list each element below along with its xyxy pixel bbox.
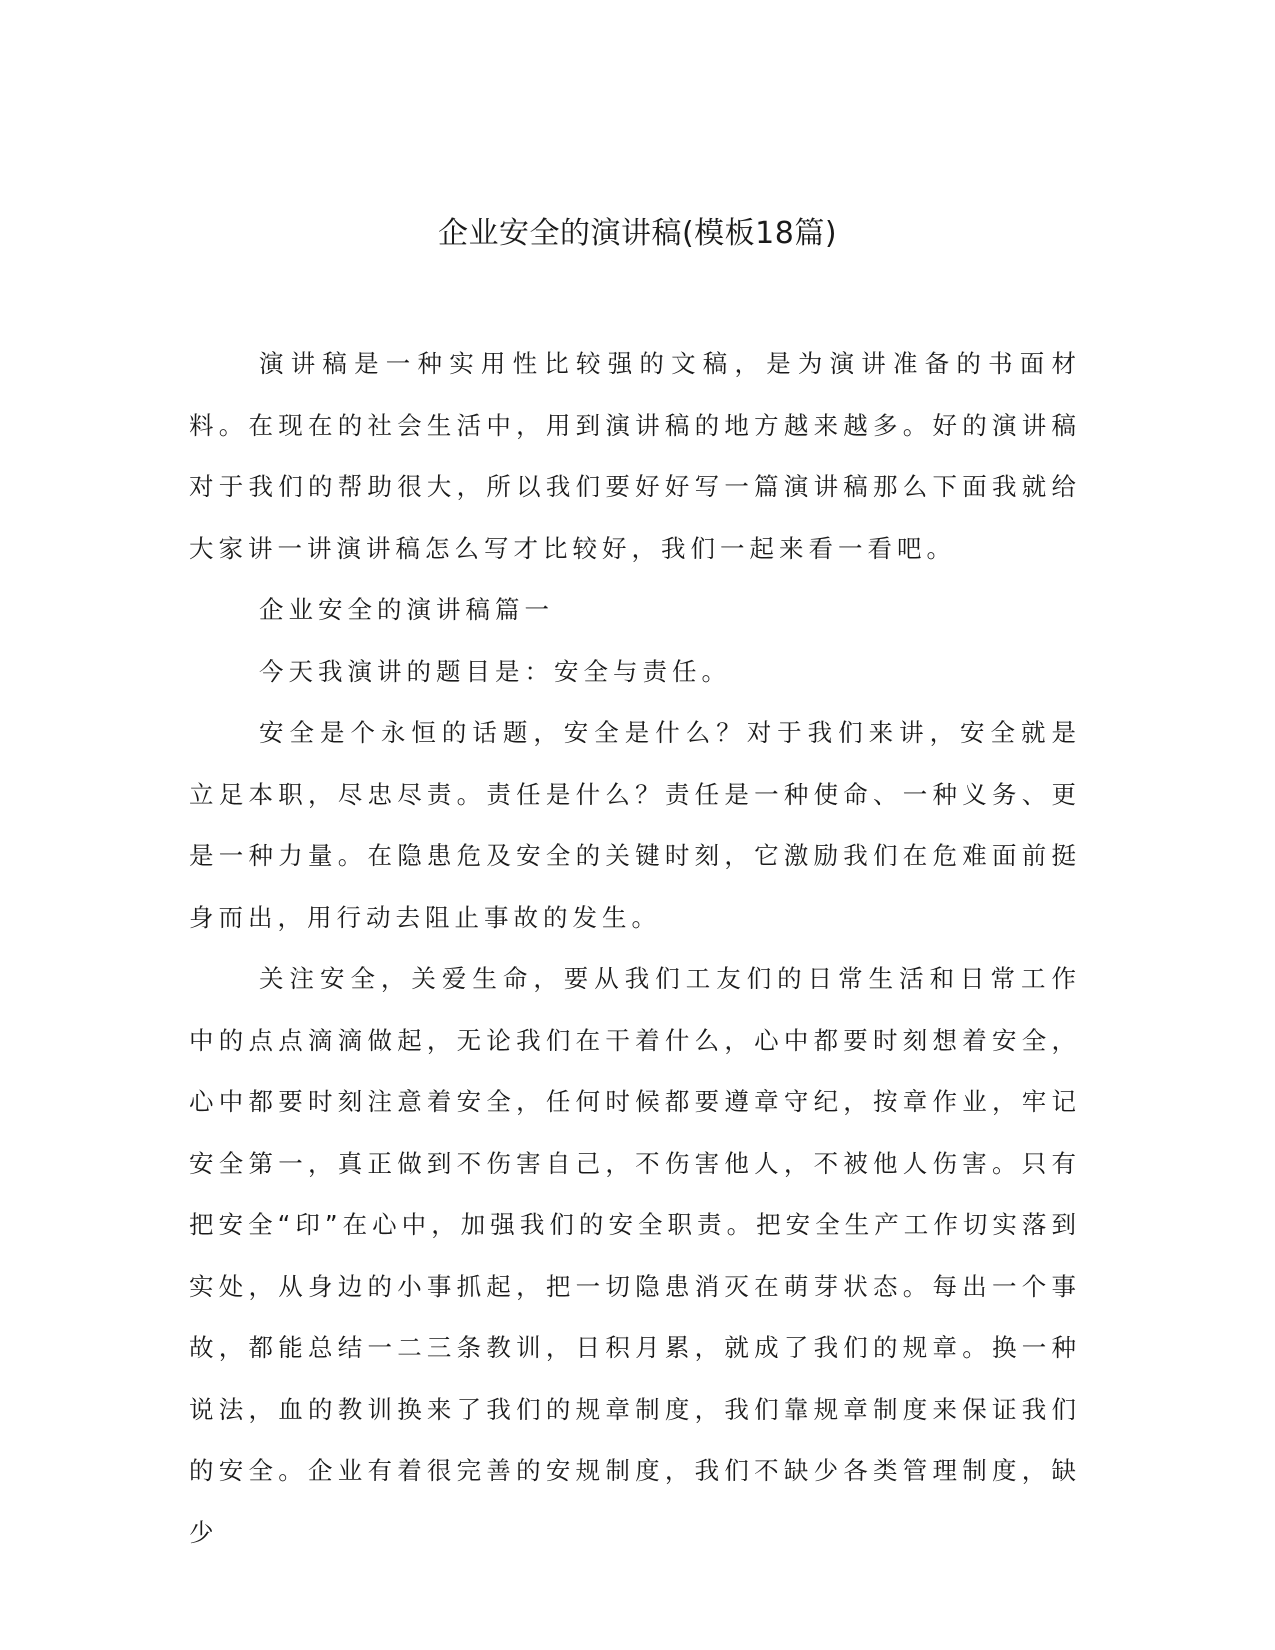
document-title: 企业安全的演讲稿(模板18篇)	[437, 216, 838, 251]
section-heading: 企业安全的演讲稿篇一	[259, 595, 554, 624]
speech-topic-paragraph: 今天我演讲的题目是：安全与责任。	[259, 656, 731, 686]
document-body	[189, 333, 1081, 1563]
intro-paragraph: 演讲稿是一种实用性比较强的文稿，是为演讲准备的书面材料。在现在的社会生活中，用到演讲稿的地方越来越多。好的演讲稿对于我们的帮助很大，所以我们要好好写一篇演讲稿那么下面我就给大家讲一讲演讲稿怎么写才比较好，我们一起来看一看吧。	[189, 349, 1081, 563]
body-paragraph: 关注安全，关爱生命，要从我们工友们的日常生活和日常工作中的点点滴滴做起，无论我们在干着什么，心中都要时刻想着安全，心中都要时刻注意着安全，任何时候都要遵章守纪，按章作业，牢记安全第一，真正做到不伤害自己，不伤害他人，不被他人伤害。只有把安全“印”在心中，加强我们的安全职责。把安全生产工作切实落到实处，从身边的小事抓起，把一切隐患消灭在萌芽状态。每出一个事故，都能总结一二三条教训，日积月累，就成了我们的规章。换一种说法，血的教训换来了我们的规章制度，我们靠规章制度来保证我们的安全。企业有着很完善的安规制度，我们不缺少各类管理制度，缺少	[189, 964, 1081, 1547]
body-paragraph: 安全是个永恒的话题，安全是什么？对于我们来讲，安全就是立足本职，尽忠尽责。责任是什么？责任是一种使命、一种义务、更是一种力量。在隐患危及安全的关键时刻，它激励我们在危难面前挺身而出，用行动去阻止事故的发生。	[189, 718, 1081, 932]
